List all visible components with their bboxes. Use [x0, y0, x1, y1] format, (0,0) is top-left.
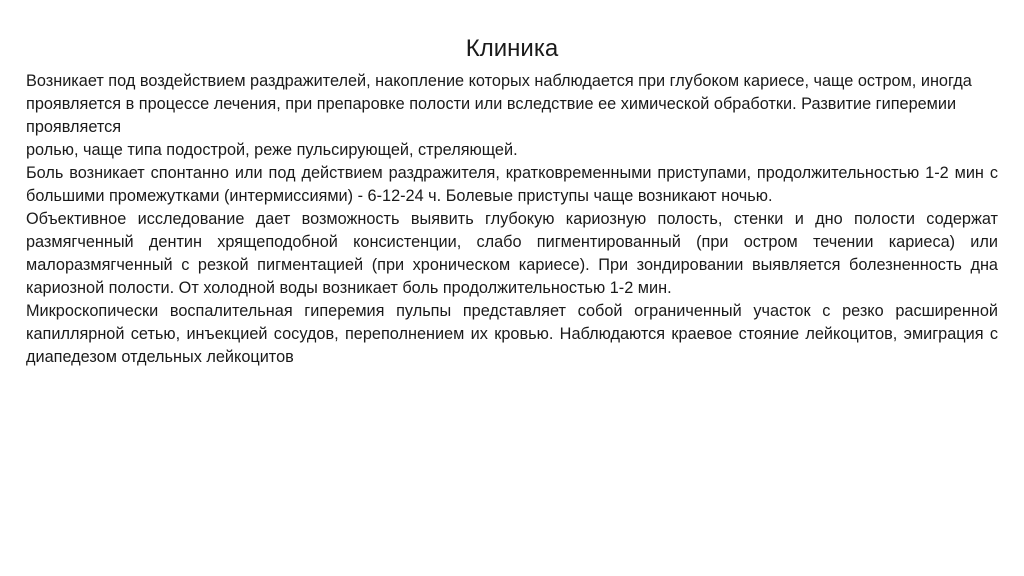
- slide-body: [26, 70, 998, 369]
- paragraph-pain-type: ролью, чаще типа подострой, реже пульсирующей, стреляющей.: [26, 141, 518, 159]
- paragraph-pain-attacks: Боль возникает спонтанно или под действием раздражителя, кратковременными приступами, продолжительностью 1-2 мин с большими промежутками (интермиссиями) - 6-12-24 ч. Болевые приступы чаще возникают ночью.: [26, 164, 998, 205]
- paragraph-onset: Возникает под воздействием раздражителей, накопление которых наблюдается при глубоком кариесе, чаще остром, иногда проявляется в процессе лечения, при препаровке полости или вследствие ее химической обработки. Развитие гиперемии проявляется: [26, 72, 972, 136]
- slide-title: Клиника: [465, 35, 559, 62]
- paragraph-microscopy: Микроскопически воспалительная гиперемия пульпы представляет собой ограниченный участок с резко расширенной капиллярной сетью, инъекцией сосудов, переполнением их кровью. Наблюдаются краевое стояние лейкоцитов, эмиграция с диапедезом отдельных лейкоцитов: [26, 302, 998, 366]
- paragraph-objective-exam: Объективное исследование дает возможность выявить глубокую кариозную полость, стенки и дно полости содержат размягченный дентин хрящеподобной консистенции, слабо пигментированный (при остром течении кариеса) или малоразмягченный с резкой пигментацией (при хроническом кариесе). При зондировании выявляется болезненность дна кариозной полости. От холодной воды возникает боль продолжительностью 1-2 мин.: [26, 210, 998, 297]
